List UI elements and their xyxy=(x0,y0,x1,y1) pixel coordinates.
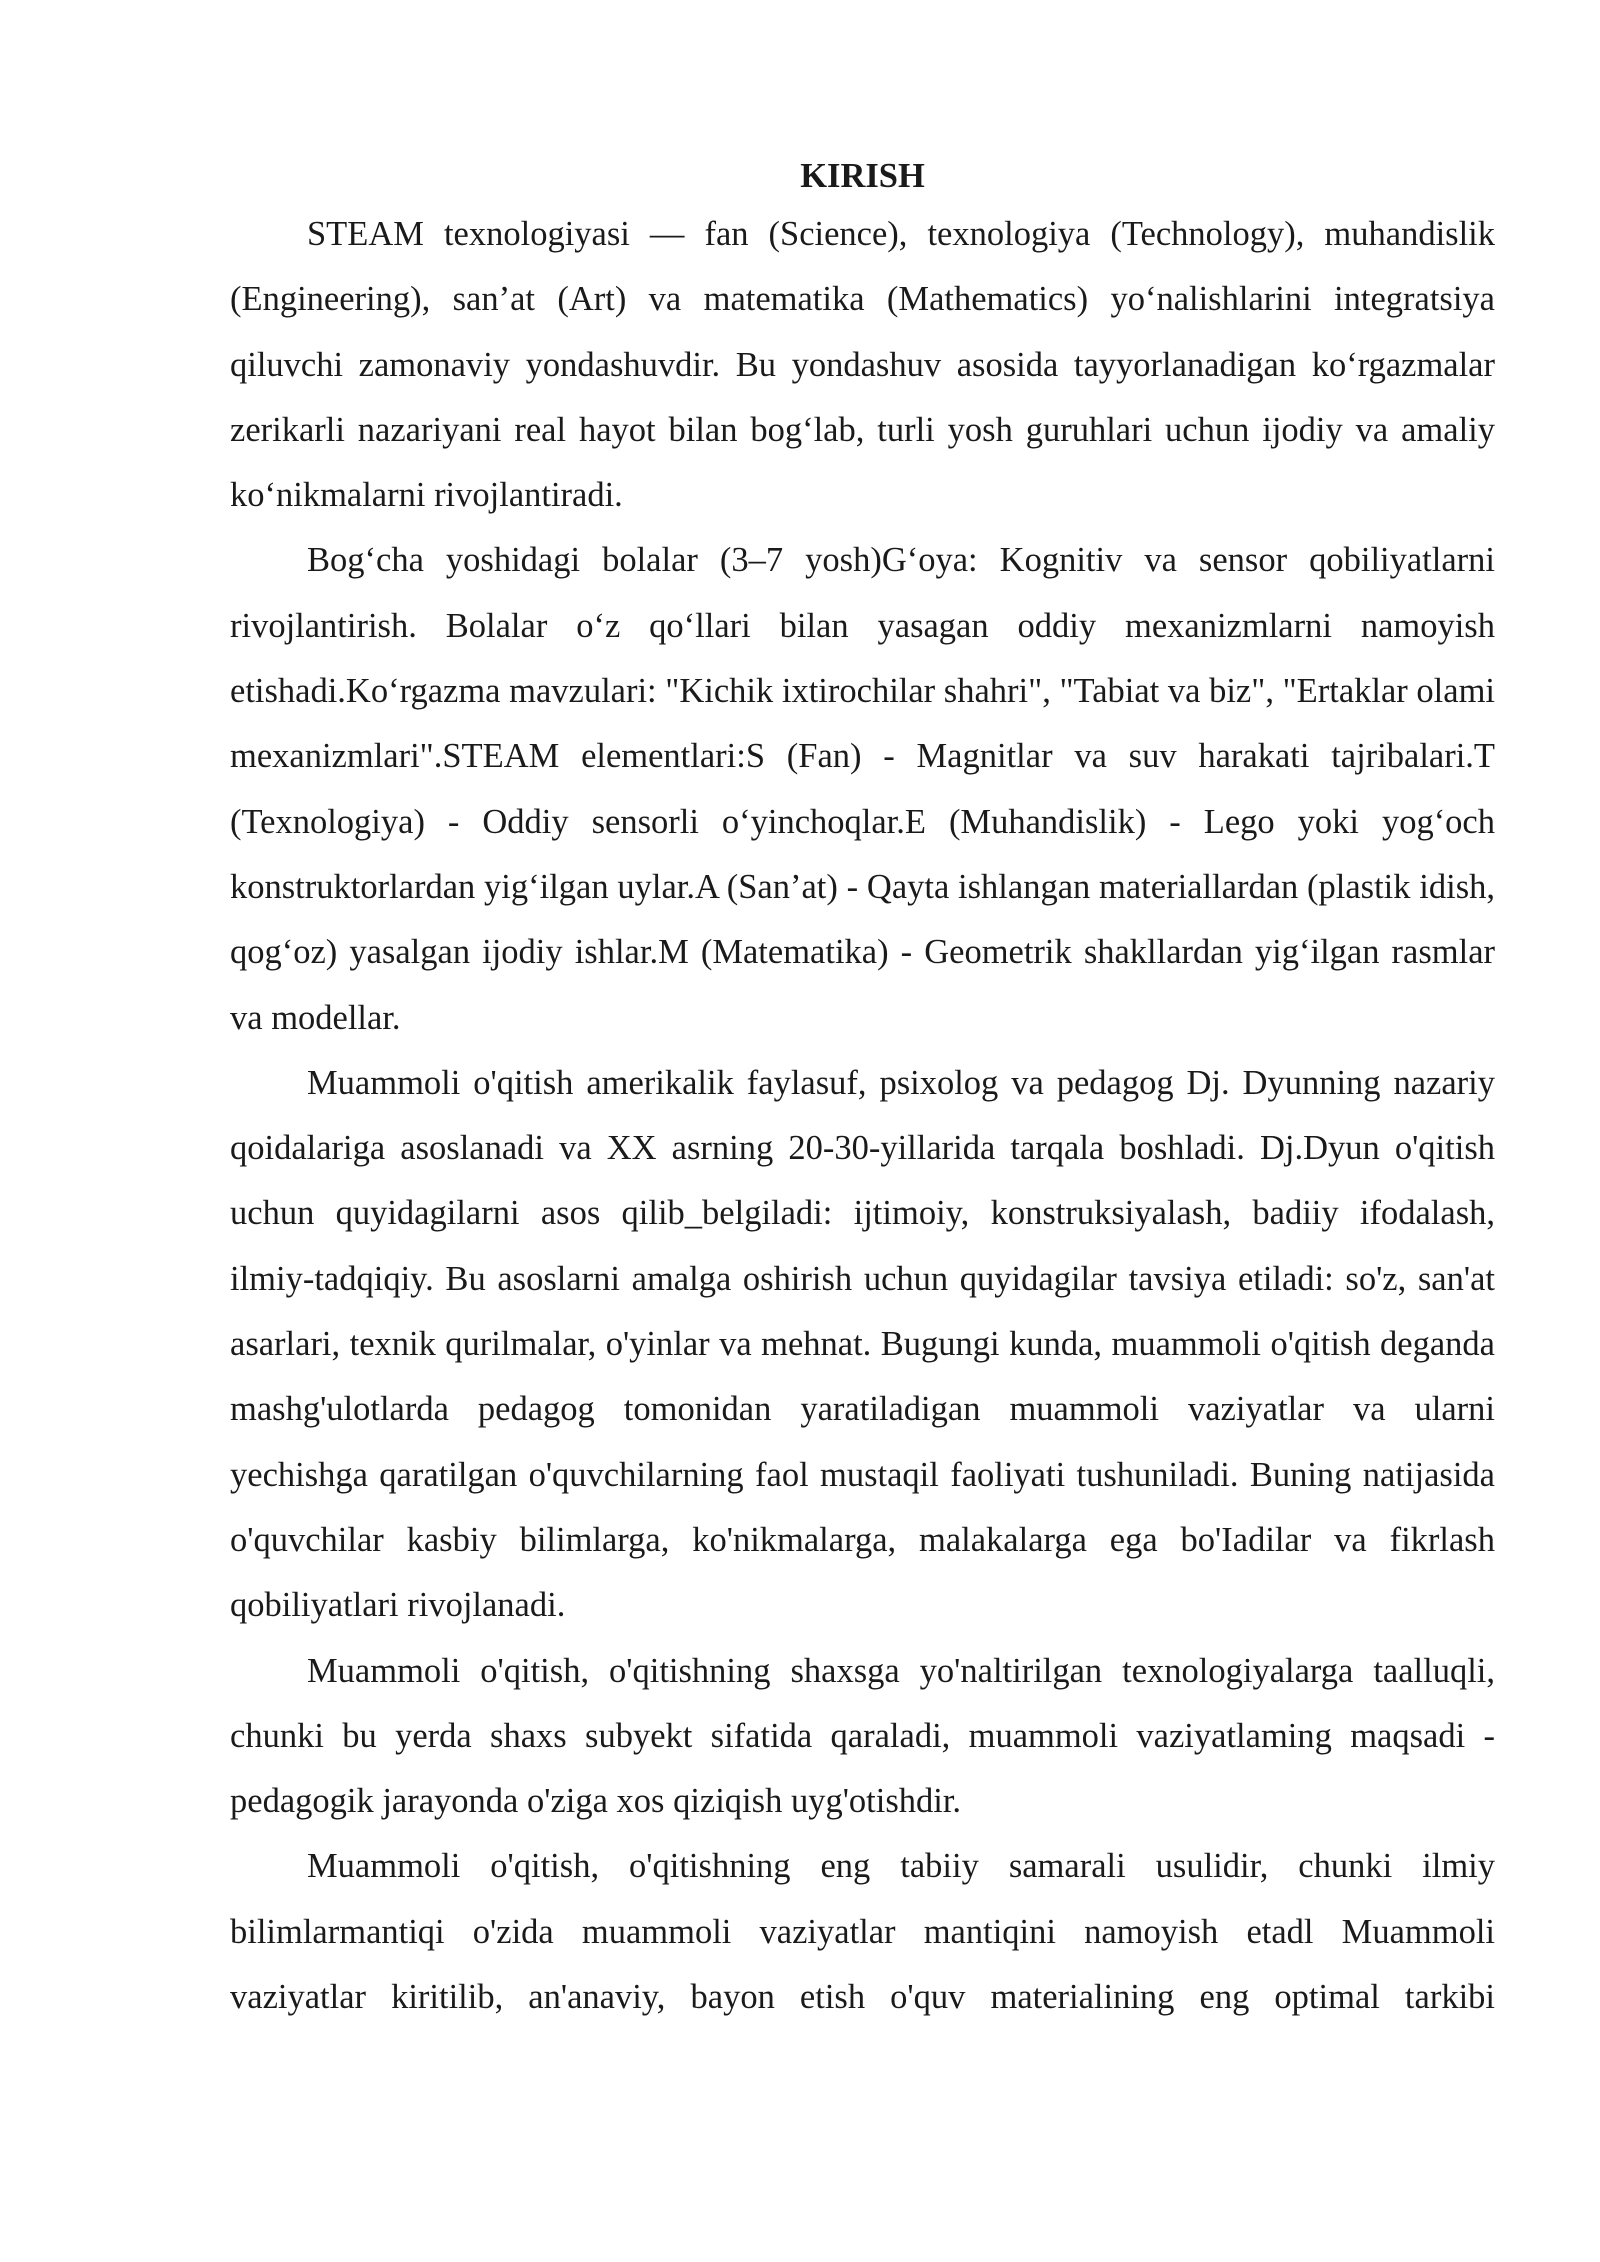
paragraph-problem-learning: Muammoli o'qitish amerikalik faylasuf, psixolog va pedagog Dj. Dyunning nazariy qoidalariga asoslanadi va XX asrning 20-30-yillarida tarqala boshladi. Dj.Dyun o'qitish uchun quyidagilarni asos qilib_belgiladi: ijtimoiy, konstruksiyalash, badiiy ifodalash, ilmiy-tadqiqiy. Bu asoslarni amalga oshirish uchun quyidagilar tavsiya etiladi: so'z, san'at asarlari, texnik qurilmalar, o'yinlar va mehnat. Bugungi kunda, muammoli o'qitish deganda mashg'ulotlarda pedagog tomonidan yaratiladigan muammoli vaziyatlar va ularni yechishga qaratilgan o'quvchilarning faol mustaqil faoliyati tushuniladi. Buning natijasida o'quvchilar kasbiy bilimlarga, ko'nikmalarga, malakalarga ega bo'Iadilar va fikrlash qobiliyatlari rivojlanadi. xyxy=(230,1063,1495,1625)
paragraph-person-oriented: Muammoli o'qitish, o'qitishning shaxsga yo'naltirilgan texnologiyalarga taalluqli, chunki bu yerda shaxs subyekt sifatida qaraladi, muammoli vaziyatlaming maqsadi -pedagogik jarayonda o'ziga xos qiziqish uyg'otishdir. xyxy=(230,1651,1495,1821)
paragraph-kindergarten: Bog‘cha yoshidagi bolalar (3–7 yosh)G‘oya: Kognitiv va sensor qobiliyatlarni rivojlantirish. Bolalar o‘z qo‘llari bilan yasagan oddiy mexanizmlarni namoyish etishadi.Ko‘rgazma mavzulari: "Kichik ixtirochilar shahri", "Tabiat va biz", "Ertaklar olami mexanizmlari".STEAM elementlari:S (Fan) - Magnitlar va suv harakati tajribalari.T (Texnologiya) - Oddiy sensorli o‘yinchoqlar.E (Muhandislik) - Lego yoki yog‘och konstruktorlardan yig‘ilgan uylar.A (San’at) - Qayta ishlangan materiallardan (plastik idish, qog‘oz) yasalgan ijodiy ishlar.M (Matematika) - Geometrik shakllardan yig‘ilgan rasmlar va modellar. xyxy=(230,541,1495,1037)
paragraph-steam-intro: STEAM texnologiyasi — fan (Science), texnologiya (Technology), muhandislik (Engineering), san’at (Art) va matematika (Mathematics) yo‘nalishlarini integratsiya qiluvchi zamonaviy yondashuvdir. Bu yondashuv asosida tayyorlanadigan ko‘rgazmalar zerikarli nazariyani real hayot bilan bog‘lab, turli yosh guruhlari uchun ijodiy va amaliy ko‘nikmalarni rivojlantiradi. xyxy=(230,215,1495,515)
paragraph-natural-method: Muammoli o'qitish, o'qitishning eng tabiiy samarali usulidir, chunki ilmiy bilimlarmantiqi o'zida muammoli vaziyatlar mantiqini namoyish etadl Muammoli vaziyatlar kiritilib, an'anaviy, bayon etish o'quv materialining eng optimal tarkibi xyxy=(230,1847,1495,2017)
document-title: KIRISH xyxy=(800,157,925,195)
document-body xyxy=(230,150,1495,2030)
